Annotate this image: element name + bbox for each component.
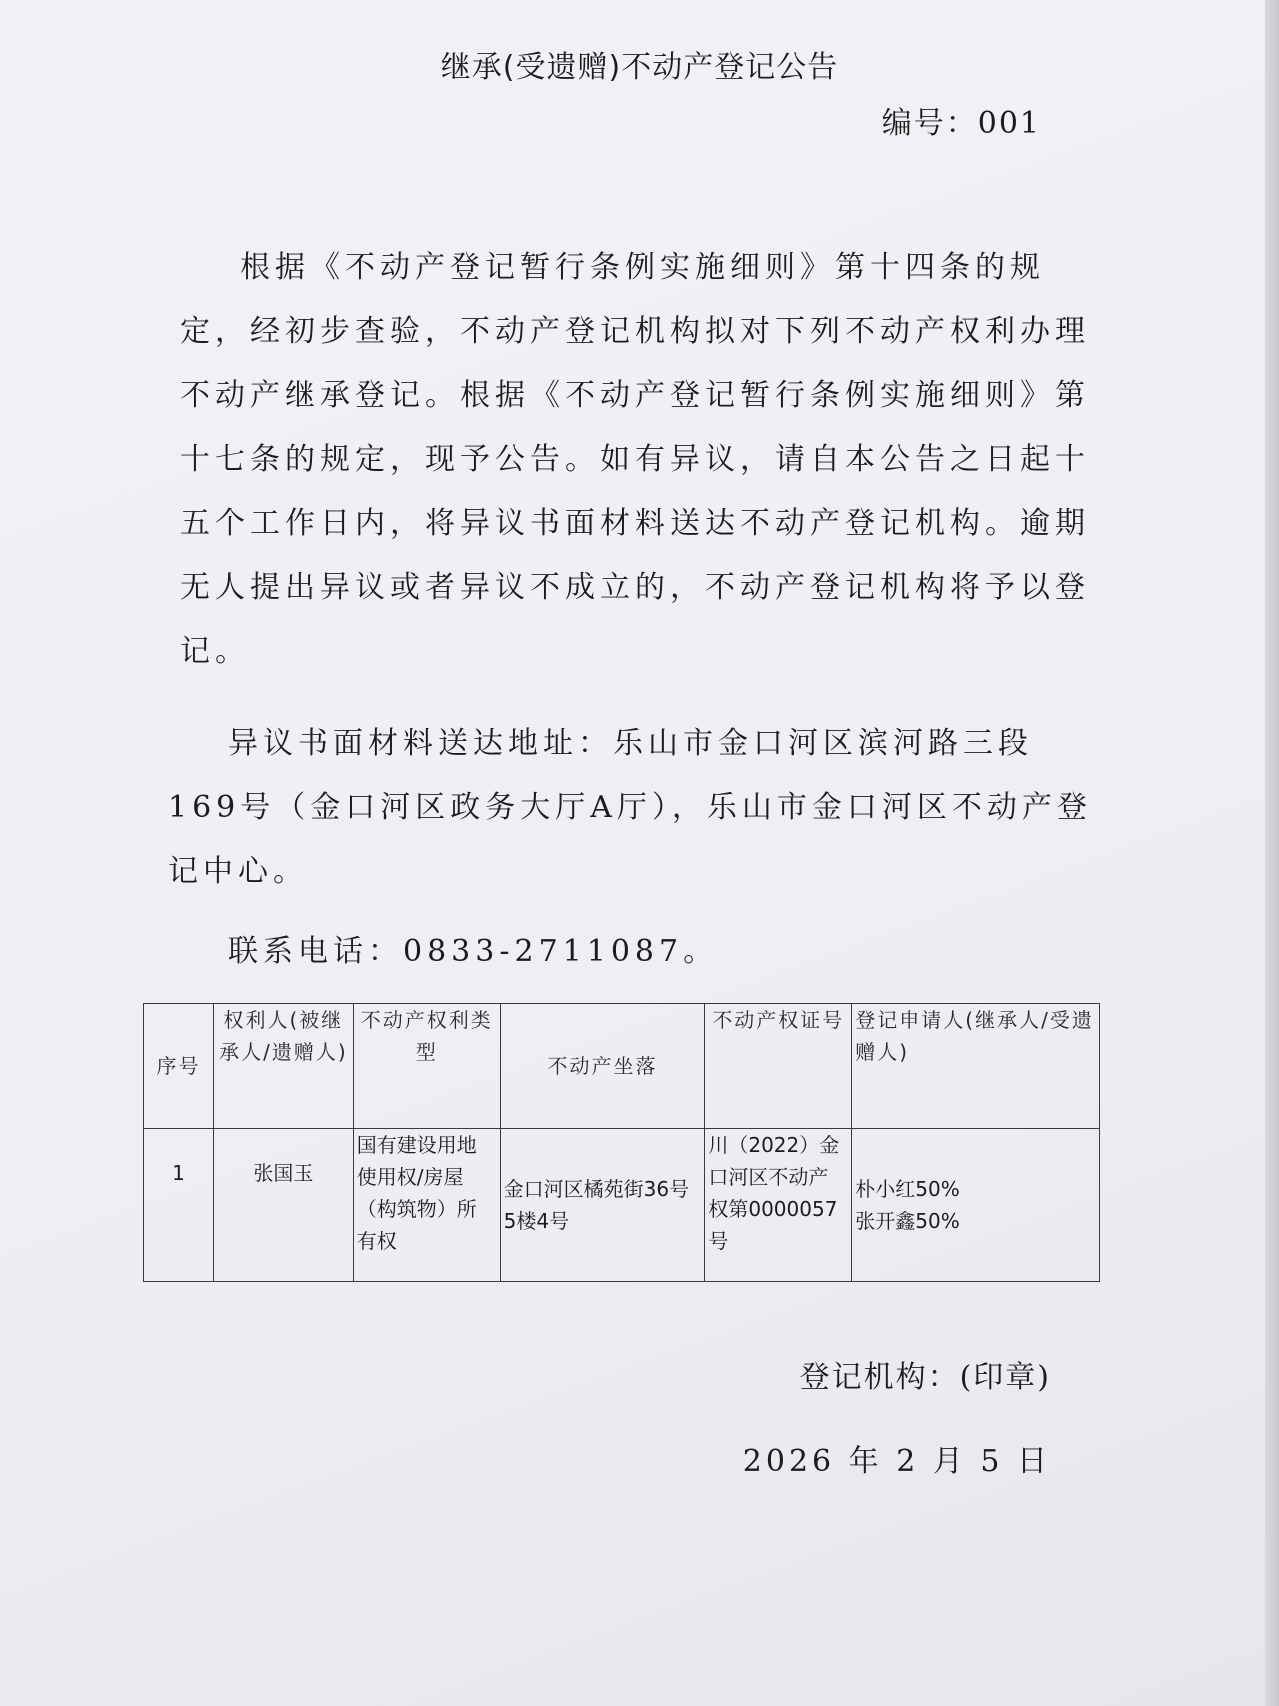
notice-paragraph-phone: 联系电话：0833-2711087。	[228, 934, 719, 969]
registration-authority-seal: 登记机构：(印章)	[799, 1360, 1051, 1395]
header-location: 不动产坐落	[500, 1004, 705, 1129]
cell-location: 金口河区橘苑街36号5楼4号	[500, 1129, 705, 1282]
applicant-line-2: 张开鑫50%	[855, 1209, 960, 1233]
registration-table	[143, 1003, 1100, 1282]
header-applicant: 登记申请人(继承人/受遗赠人)	[852, 1004, 1100, 1129]
applicant-line-1: 朴小红50%	[855, 1177, 960, 1201]
page-edge	[1265, 0, 1279, 1706]
notice-paragraph-address: 异议书面材料送达地址：乐山市金口河区滨河路三段169号（金口河区政务大厅A厅），乐山市金口河区不动产登记中心。	[168, 726, 1092, 889]
cell-certificate-number: 川（2022）金口河区不动产权第0000057号	[705, 1129, 852, 1282]
header-right-type: 不动产权利类型	[353, 1004, 500, 1129]
cell-serial: 1	[144, 1129, 214, 1282]
cell-right-type: 国有建设用地使用权/房屋（构筑物）所有权	[353, 1129, 500, 1282]
cell-right-holder: 张国玉	[213, 1129, 353, 1282]
table-header-row	[144, 1004, 1100, 1129]
table-row	[144, 1129, 1100, 1282]
header-right-holder: 权利人(被继承人/遗赠人)	[213, 1004, 353, 1129]
document-number: 编号：001	[881, 106, 1041, 141]
cell-applicant	[852, 1129, 1100, 1282]
header-certificate-number: 不动产权证号	[705, 1004, 852, 1129]
notice-title: 继承(受遗赠)不动产登记公告	[440, 50, 839, 85]
notice-date: 2026 年 2 月 5 日	[742, 1444, 1051, 1479]
notice-paragraph-legal-basis: 根据《不动产登记暂行条例实施细则》第十四条的规定，经初步查验，不动产登记机构拟对下列不动产权利办理不动产继承登记。根据《不动产登记暂行条例实施细则》第十七条的规定，现予公告。如有异议，请自本公告之日起十五个工作日内，将异议书面材料送达不动产登记机构。逾期无人提出异议或者异议不成立的，不动产登记机构将予以登记。	[180, 250, 1090, 669]
header-serial: 序号	[144, 1004, 214, 1129]
